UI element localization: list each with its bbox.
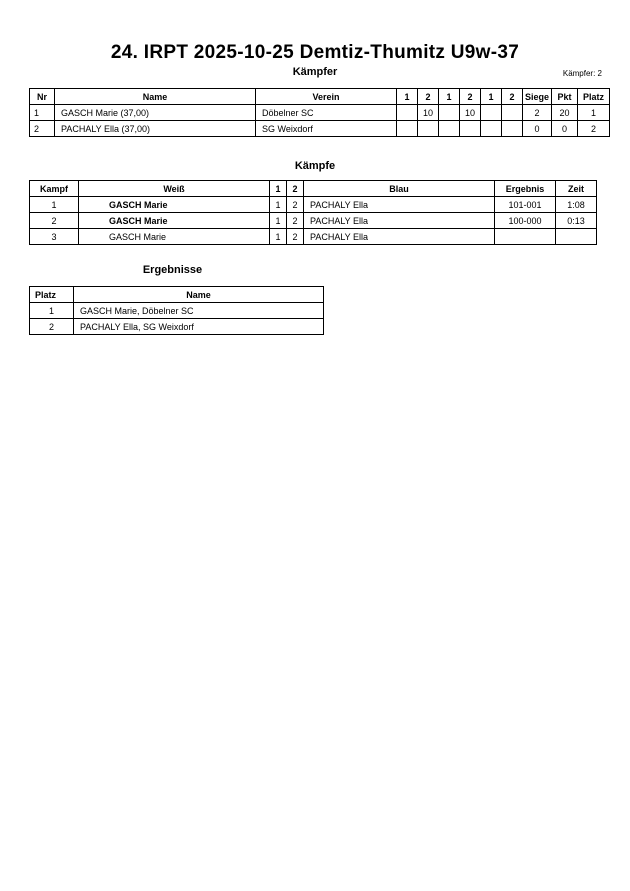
cell-blau: PACHALY Ella [304,213,495,229]
cell-platz: 1 [578,105,610,121]
kaempfer-count: Kämpfer: 2 [562,69,602,78]
col-ergebnis: Ergebnis [495,181,556,197]
cell-round-4: 10 [460,105,481,121]
page-title: 24. IRPT 2025-10-25 Demtiz-Thumitz U9w-37 [110,42,520,63]
cell-point-1: 1 [270,229,287,245]
table-row [30,197,597,213]
cell-round-1 [397,105,418,121]
col-round-3: 1 [439,89,460,105]
cell-point-2: 2 [287,213,304,229]
col-round-2: 2 [418,89,439,105]
cell-round-2: 10 [418,105,439,121]
cell-pkt: 20 [552,105,578,121]
cell-nr: 2 [30,121,55,137]
cell-ergebnis: 100-000 [495,213,556,229]
table-row [30,229,597,245]
cell-blau: PACHALY Ella [304,229,495,245]
cell-kampf: 3 [30,229,79,245]
col-platz: Platz [30,287,74,303]
cell-verein: Döbelner SC [256,105,397,121]
table-row [30,319,324,335]
cell-zeit [556,229,597,245]
table-row [30,213,597,229]
col-round-6: 2 [502,89,523,105]
kaempfer-heading: Kämpfer [292,66,338,78]
col-point-1: 1 [270,181,287,197]
cell-platz: 2 [30,319,74,335]
col-round-4: 2 [460,89,481,105]
cell-point-2: 2 [287,197,304,213]
cell-kampf: 2 [30,213,79,229]
cell-name: GASCH Marie, Döbelner SC [74,303,324,319]
cell-nr: 1 [30,105,55,121]
ergebnisse-table [29,286,324,335]
col-name: Name [55,89,256,105]
cell-zeit: 1:08 [556,197,597,213]
cell-kampf: 1 [30,197,79,213]
col-platz: Platz [578,89,610,105]
cell-zeit: 0:13 [556,213,597,229]
col-round-5: 1 [481,89,502,105]
kaempfe-table [29,180,597,245]
cell-round-1 [397,121,418,137]
cell-point-1: 1 [270,213,287,229]
cell-siege: 0 [523,121,552,137]
col-weiss: Weiß [79,181,270,197]
cell-round-2 [418,121,439,137]
cell-name: PACHALY Ella (37,00) [55,121,256,137]
cell-platz: 2 [578,121,610,137]
cell-ergebnis: 101-001 [495,197,556,213]
cell-platz: 1 [30,303,74,319]
cell-round-4 [460,121,481,137]
cell-point-2: 2 [287,229,304,245]
col-nr: Nr [30,89,55,105]
col-round-1: 1 [397,89,418,105]
col-kampf: Kampf [30,181,79,197]
cell-weiss: GASCH Marie [79,229,270,245]
cell-siege: 2 [523,105,552,121]
kaempfe-heading: Kämpfe [294,160,336,172]
ergebnisse-heading: Ergebnisse [142,264,203,276]
table-row [30,105,610,121]
cell-pkt: 0 [552,121,578,137]
kaempfer-table [29,88,610,137]
cell-point-1: 1 [270,197,287,213]
col-blau: Blau [304,181,495,197]
cell-round-6 [502,105,523,121]
cell-name: PACHALY Ella, SG Weixdorf [74,319,324,335]
cell-blau: PACHALY Ella [304,197,495,213]
cell-weiss: GASCH Marie [79,213,270,229]
col-point-2: 2 [287,181,304,197]
cell-round-6 [502,121,523,137]
cell-round-5 [481,121,502,137]
cell-weiss: GASCH Marie [79,197,270,213]
col-zeit: Zeit [556,181,597,197]
cell-name: GASCH Marie (37,00) [55,105,256,121]
col-pkt: Pkt [552,89,578,105]
col-name: Name [74,287,324,303]
table-row [30,303,324,319]
table-header-row [30,89,610,105]
table-header-row [30,287,324,303]
cell-verein: SG Weixdorf [256,121,397,137]
cell-round-3 [439,121,460,137]
cell-round-3 [439,105,460,121]
col-siege: Siege [523,89,552,105]
cell-round-5 [481,105,502,121]
col-verein: Verein [256,89,397,105]
cell-ergebnis [495,229,556,245]
table-row [30,121,610,137]
table-header-row [30,181,597,197]
